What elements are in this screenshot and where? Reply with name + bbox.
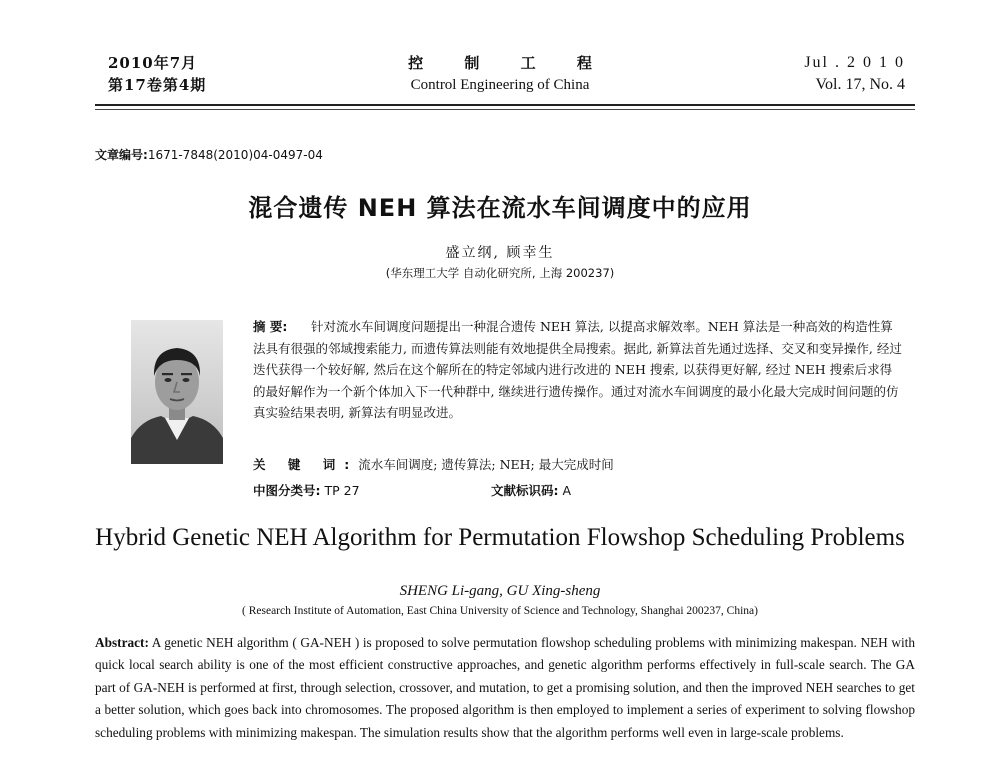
affiliation-cn: (华东理工大学 自动化研究所, 上海 200237) [385,266,615,280]
doc-value: A [562,483,572,498]
classification-row [253,481,903,499]
header-rule [95,104,915,106]
abstract-cn [253,316,903,424]
abstract-cn-text: 针对流水车间调度问题提出一种混合遗传 NEH 算法, 以提高求解效率。NEH 算法是一种高效的构造性算法具有很强的邻域搜索能力, 而遗传算法则能有效地提供全局搜索。据此, 新算法首先通过选择、交叉和变异操作, 经过迭代获得一个较好解, 然后在这个解所在的特定邻域内进行改进的 NEH 搜索, 以获得更好解, 经过 NEH 搜索后求得的最好解作为一个新个体加入下一代种群中, 继续进行遗传操作。通过对流水车间调度的最小化最大完成时间问题的仿真实验结果表明, 新算法有明显改进。 [253,319,902,420]
header-date-cn: 2010年7月 [108,54,198,72]
article-number-value: 1671-7848(2010)04-0497-04 [147,148,323,162]
author-photo-image [131,320,223,464]
abstract-cn-label: 摘 要: [253,319,288,334]
affiliation-en: ( Research Institute of Automation, East China University of Science and Technology, Shanghai 200237, China) [242,605,758,617]
doc-code [491,481,571,499]
keywords-cn-text: 流水车间调度; 遗传算法; NEH; 最大完成时间 [358,457,614,472]
doc-label: 文献标识码: [491,483,559,498]
header-volume-cn: 第17卷第4期 [108,76,207,94]
header-date-en: Jul . 2 0 1 0 [804,54,905,71]
clc-value: TP 27 [324,483,360,498]
keywords-cn-label: 关 键 词: [253,457,359,472]
authors-cn: 盛立纲, 顾幸生 [445,245,555,261]
header-right [804,52,905,96]
header-rule-thin [95,109,915,110]
clc-code [253,483,360,498]
authors-en: SHENG Li-gang, GU Xing-sheng [399,583,601,599]
abstract-en [95,632,915,744]
clc-label: 中图分类号: [253,483,321,498]
title-cn: 混合遗传 NEH 算法在流水车间调度中的应用 [248,194,752,222]
header-volume-en: Vol. 17, No. 4 [815,76,905,93]
title-en: Hybrid Genetic NEH Algorithm for Permutation Flowshop Scheduling Problems [95,524,905,551]
journal-name-en: Control Engineering of China [410,77,590,93]
keywords-cn [253,455,614,473]
abstract-en-text: A genetic NEH algorithm ( GA-NEH ) is proposed to solve permutation flowshop scheduling problems with minimizing makespan. NEH with quick local search ability is one of the most efficient constructive approaches, and genetic algorithm performs effectively in full-scale search. The GA part of GA-NEH is performed at first, through selection, crossover, and mutation, to get a promising solution, and then the improved NEH searches to get a better solution, which goes back into chromosomes. The proposed algorithm is then employed to implement a series of experiment to solving flowshop scheduling problems with minimizing makespan. The simulation results show that the algorithm performs well even in large-scale problems. [95,635,915,740]
author-photo [131,320,223,464]
article-number-label: 文章编号: [95,148,148,162]
article-number [95,146,323,163]
abstract-en-label: Abstract: [95,635,149,650]
journal-name-cn: 控 制 工 程 [408,54,610,72]
